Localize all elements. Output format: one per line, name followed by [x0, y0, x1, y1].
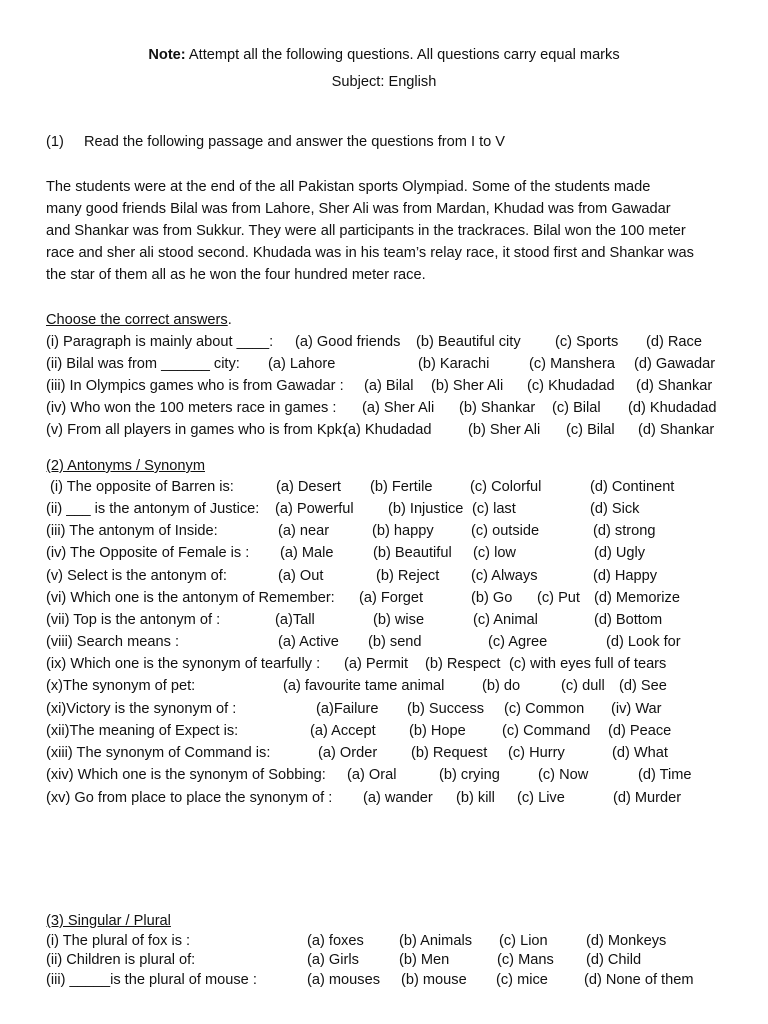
question-text: (vii) Top is the antonym of : — [46, 612, 221, 628]
option-d: (iv) War — [611, 701, 662, 717]
option-d: (d) Happy — [593, 568, 658, 584]
option-b: (b) Beautiful — [373, 545, 452, 561]
subject-line: Subject: English — [331, 74, 437, 90]
option-b: (b) Sher Ali — [431, 378, 504, 394]
option-b: (b) send — [368, 634, 422, 650]
option-a: (a) Male — [280, 545, 334, 561]
option-d: (d) strong — [593, 523, 656, 539]
question-text: (ix) Which one is the synonym of tearfully : — [46, 656, 321, 672]
option-b: (b) Karachi — [418, 356, 490, 372]
option-b: (b) do — [482, 678, 521, 694]
option-d: (d) Peace — [608, 723, 672, 739]
question-text: (ii) Children is plural of: — [46, 952, 196, 968]
option-b: (b) kill — [456, 790, 495, 806]
option-a: (a) Khudadad — [343, 422, 432, 438]
option-c: (c) Sports — [555, 334, 619, 350]
question-text: (v) Select is the antonym of: — [46, 568, 227, 584]
option-c: (c) Khudadad — [527, 378, 615, 394]
question-text: (v) From all players in games who is from Kpk: — [46, 422, 347, 438]
passage-line: race and sher ali stood second. Khudada was in his team’s relay race, it stood first and Shankar was — [46, 245, 694, 261]
option-a: (a) mouses — [307, 972, 380, 988]
option-b: (b) Shankar — [459, 400, 536, 416]
question-text: (xiv) Which one is the synonym of Sobbing: — [46, 767, 326, 783]
option-d: (d) Bottom — [594, 612, 663, 628]
option-a: (a) Girls — [307, 952, 359, 968]
option-a: (a) Forget — [359, 590, 424, 606]
option-d: (d) Memorize — [594, 590, 680, 606]
option-a: (a) Lahore — [268, 356, 336, 372]
option-b: (b) Injustice — [388, 501, 464, 517]
option-c: (c) low — [473, 545, 516, 561]
option-b: (b) Success — [407, 701, 485, 717]
option-d: (d) None of them — [584, 972, 694, 988]
option-c: (c) dull — [561, 678, 605, 694]
option-d: (d) Race — [646, 334, 702, 350]
question-text: (viii) Search means : — [46, 634, 180, 650]
option-a: (a) Out — [278, 568, 324, 584]
q2-heading: (2) Antonyms / Synonym — [46, 458, 205, 474]
option-b: (b) Hope — [409, 723, 466, 739]
option-a: (a) Powerful — [275, 501, 354, 517]
option-b: (b) Respect — [425, 656, 501, 672]
option-d: (d) Gawadar — [634, 356, 716, 372]
choose-period: . — [227, 312, 232, 328]
option-c: (c) outside — [471, 523, 540, 539]
option-c: (c) with eyes full of tears — [509, 656, 667, 672]
option-c: (c) Common — [504, 701, 585, 717]
note-label: Note: — [148, 47, 186, 63]
passage-line: and Shankar was from Sukkur. They were all participants in the trackraces. Bilal won the 100 meter — [46, 223, 686, 239]
passage-line: the star of them all as he won the four hundred meter race. — [46, 267, 426, 283]
q3-heading: (3) Singular / Plural — [46, 913, 171, 929]
option-b: (b) Fertile — [370, 479, 433, 495]
option-b: (b) Reject — [376, 568, 440, 584]
option-a: (a) Bilal — [364, 378, 414, 394]
question-text: (xiii) The synonym of Command is: — [46, 745, 271, 761]
option-d: (d) Shankar — [638, 422, 715, 438]
option-c: (c) Always — [471, 568, 538, 584]
option-d: (d) Sick — [590, 501, 640, 517]
option-c: (c) Mans — [497, 952, 554, 968]
option-b: (b) Request — [411, 745, 488, 761]
note-text: Attempt all the following questions. All questions carry equal marks — [188, 47, 620, 63]
question-text: (i) The opposite of Barren is: — [50, 479, 234, 495]
option-c: (c) Colorful — [470, 479, 542, 495]
option-b: (b) happy — [372, 523, 434, 539]
option-a: (a) Accept — [310, 723, 376, 739]
option-b: (b) Men — [399, 952, 450, 968]
question-text: (iv) The Opposite of Female is : — [46, 545, 250, 561]
option-d: (d) Murder — [613, 790, 682, 806]
option-c: (c) Lion — [499, 933, 548, 949]
choose-heading: Choose the correct answers — [46, 312, 228, 328]
option-c: (c) Animal — [473, 612, 538, 628]
question-text: (iii) The antonym of Inside: — [46, 523, 218, 539]
option-b: (b) Beautiful city — [416, 334, 521, 350]
option-a: (a) foxes — [307, 933, 364, 949]
option-a: (a)Failure — [316, 701, 379, 717]
q1-instruction: Read the following passage and answer the questions from I to V — [84, 134, 506, 150]
option-c: (c) Agree — [488, 634, 548, 650]
question-text: (iv) Who won the 100 meters race in games : — [46, 400, 337, 416]
option-c: (c) Live — [517, 790, 565, 806]
option-d: (d) Ugly — [594, 545, 646, 561]
option-b: (b) Go — [471, 590, 513, 606]
option-c: (c) Now — [538, 767, 589, 783]
option-d: (d) Khudadad — [628, 400, 717, 416]
option-a: (a) Active — [278, 634, 339, 650]
question-text: (ii) ___ is the antonym of Justice: — [46, 501, 260, 517]
option-d: (d) Shankar — [636, 378, 713, 394]
note-line — [0, 45, 768, 65]
option-b: (b) wise — [373, 612, 425, 628]
option-d: (d) What — [612, 745, 668, 761]
question-text: (xi)Victory is the synonym of : — [46, 701, 237, 717]
passage-line: The students were at the end of the all Pakistan sports Olympiad. Some of the students made — [46, 179, 651, 195]
option-b: (b) mouse — [401, 972, 467, 988]
question-text: (i) Paragraph is mainly about ____: — [46, 334, 274, 350]
option-b: (b) Animals — [399, 933, 472, 949]
option-d: (d) See — [619, 678, 667, 694]
question-text: (iii) In Olympics games who is from Gawadar : — [46, 378, 344, 394]
option-a: (a) Good friends — [295, 334, 401, 350]
question-text: (i) The plural of fox is : — [46, 933, 191, 949]
option-d: (d) Child — [586, 952, 642, 968]
question-text: (xii)The meaning of Expect is: — [46, 723, 239, 739]
option-b: (b) Sher Ali — [468, 422, 541, 438]
option-d: (d) Time — [638, 767, 692, 783]
option-a: (a) favourite tame animal — [283, 678, 445, 694]
question-text: (iii) _____is the plural of mouse : — [46, 972, 257, 988]
option-a: (a) Order — [318, 745, 378, 761]
passage-line: many good friends Bilal was from Lahore, Sher Ali was from Mardan, Khudad was from Gawadar — [46, 201, 671, 217]
question-text: (xv) Go from place to place the synonym of : — [46, 790, 333, 806]
option-d: (d) Continent — [590, 479, 675, 495]
option-c: (c) Manshera — [529, 356, 615, 372]
option-a: (a) Sher Ali — [362, 400, 435, 416]
option-c: (c) Bilal — [566, 422, 615, 438]
option-c: (c) Command — [502, 723, 591, 739]
option-b: (b) crying — [439, 767, 500, 783]
option-c: (c) last — [472, 501, 516, 517]
option-a: (a) Permit — [344, 656, 409, 672]
option-a: (a) wander — [363, 790, 433, 806]
q1-number: (1) — [46, 134, 64, 150]
option-d: (d) Monkeys — [586, 933, 667, 949]
option-c: (c) Put — [537, 590, 580, 606]
option-a: (a) Desert — [276, 479, 341, 495]
option-a: (a) Oral — [347, 767, 397, 783]
option-c: (c) Bilal — [552, 400, 601, 416]
question-text: (vi) Which one is the antonym of Remember: — [46, 590, 335, 606]
option-c: (c) Hurry — [508, 745, 565, 761]
option-c: (c) mice — [496, 972, 548, 988]
question-text: (ii) Bilal was from ______ city: — [46, 356, 240, 372]
option-a: (a)Tall — [275, 612, 315, 628]
option-d: (d) Look for — [606, 634, 681, 650]
option-a: (a) near — [278, 523, 330, 539]
question-text: (x)The synonym of pet: — [46, 678, 196, 694]
